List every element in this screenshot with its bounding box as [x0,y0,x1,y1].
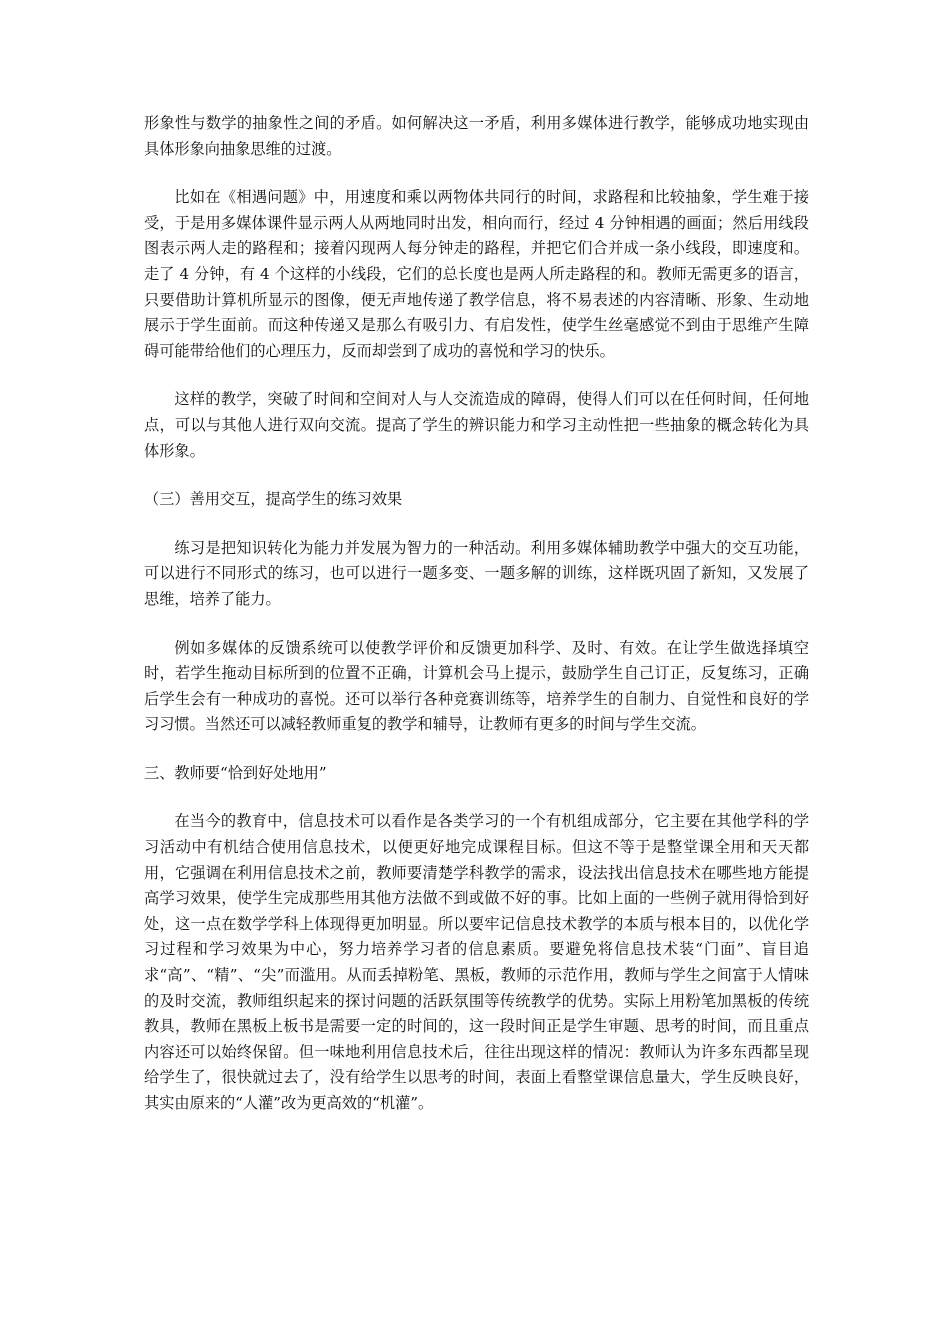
paragraph-breaking-barriers: 这样的教学，突破了时间和空间对人与人交流造成的障碍，使得人们可以在任何时间，任何地点，可以与其他人进行双向交流。提高了学生的辨识能力和学习主动性把一些抽象的概念转化为具体形象。 [144,390,809,460]
document-body [144,111,809,1140]
section-heading-teacher-usage: 三、教师要“恰到好处地用” [144,763,327,782]
paragraph-information-technology: 在当今的教育中，信息技术可以看作是各类学习的一个有机组成部分，它主要在其他学科的学习活动中有机结合使用信息技术，以便更好地完成课程目标。但这不等于是整堂课全用和天天都用，它强调在利用信息技术之前，教师要清楚学科教学的需求，设法找出信息技术在哪些地方能提高学习效果，使学生完成那些用其他方法做不到或做不好的事。比如上面的一些例子就用得恰到好处，这一点在数学学科上体现得更加明显。所以要牢记信息技术教学的本质与根本目的，以优化学习过程和学习效果为中心，努力培养学习者的信息素质。要避免将信息技术装“门面”、盲目追求“高”、“精”、“尖”而滥用。从而丢掉粉笔、黑板，教师的示范作用，教师与学生之间富于人情味的及时交流，教师组织起来的探讨问题的活跃氛围等传统教学的优势。实际上用粉笔加黑板的传统教具，教师在黑板上板书是需要一定的时间的，这一段时间正是学生审题、思考的时间，而且重点内容还可以始终保留。但一味地利用信息技术后，往往出现这样的情况：教师认为许多东西都呈现给学生了，很快就过去了，没有给学生以思考的时间，表面上看整堂课信息量大，学生反映良好，其实由原来的“人灌”改为更高效的“机灌”。 [144,812,809,1112]
paragraph-continuation: 形象性与数学的抽象性之间的矛盾。如何解决这一矛盾，利用多媒体进行教学，能够成功地实现由具体形象向抽象思维的过渡。 [144,114,809,158]
section-heading-interaction: （三）善用交互，提高学生的练习效果 [144,490,403,509]
paragraph-practice: 练习是把知识转化为能力并发展为智力的一种活动。利用多媒体辅助教学中强大的交互功能，可以进行不同形式的练习，也可以进行一题多变、一题多解的训练，这样既巩固了新知，又发展了思维，培养了能力。 [144,538,809,608]
paragraph-meeting-problem-example: 比如在《相遇问题》中，用速度和乘以两物体共同行的时间，求路程和比较抽象，学生难于接受，于是用多媒体课件显示两人从两地同时出发，相向而行，经过 4 分钟相遇的画面；然后用线段图表示两人走的路程和；接着闪现两人每分钟走的路程，并把它们合并成一条小线段，即速度和。走了 4 分钟，有 4 个这样的小线段，它们的总长度也是两人所走路程的和。教师无需更多的语言，只要借助计算机所显示的图像，便无声地传递了教学信息，将不易表述的内容清晰、形象、生动地展示于学生面前。而这种传递又是那么有吸引力、有启发性，使学生丝毫感觉不到由于思维产生障碍可能带给他们的心理压力，反而却尝到了成功的喜悦和学习的快乐。 [144,188,809,360]
paragraph-feedback-system: 例如多媒体的反馈系统可以使教学评价和反馈更加科学、及时、有效。在让学生做选择填空时，若学生拖动目标所到的位置不正确，计算机会马上提示，鼓励学生自己订正，反复练习，正确后学生会有一种成功的喜悦。还可以举行各种竞赛训练等，培养学生的自制力、自觉性和良好的学习习惯。当然还可以减轻教师重复的教学和辅导，让教师有更多的时间与学生交流。 [144,638,809,734]
